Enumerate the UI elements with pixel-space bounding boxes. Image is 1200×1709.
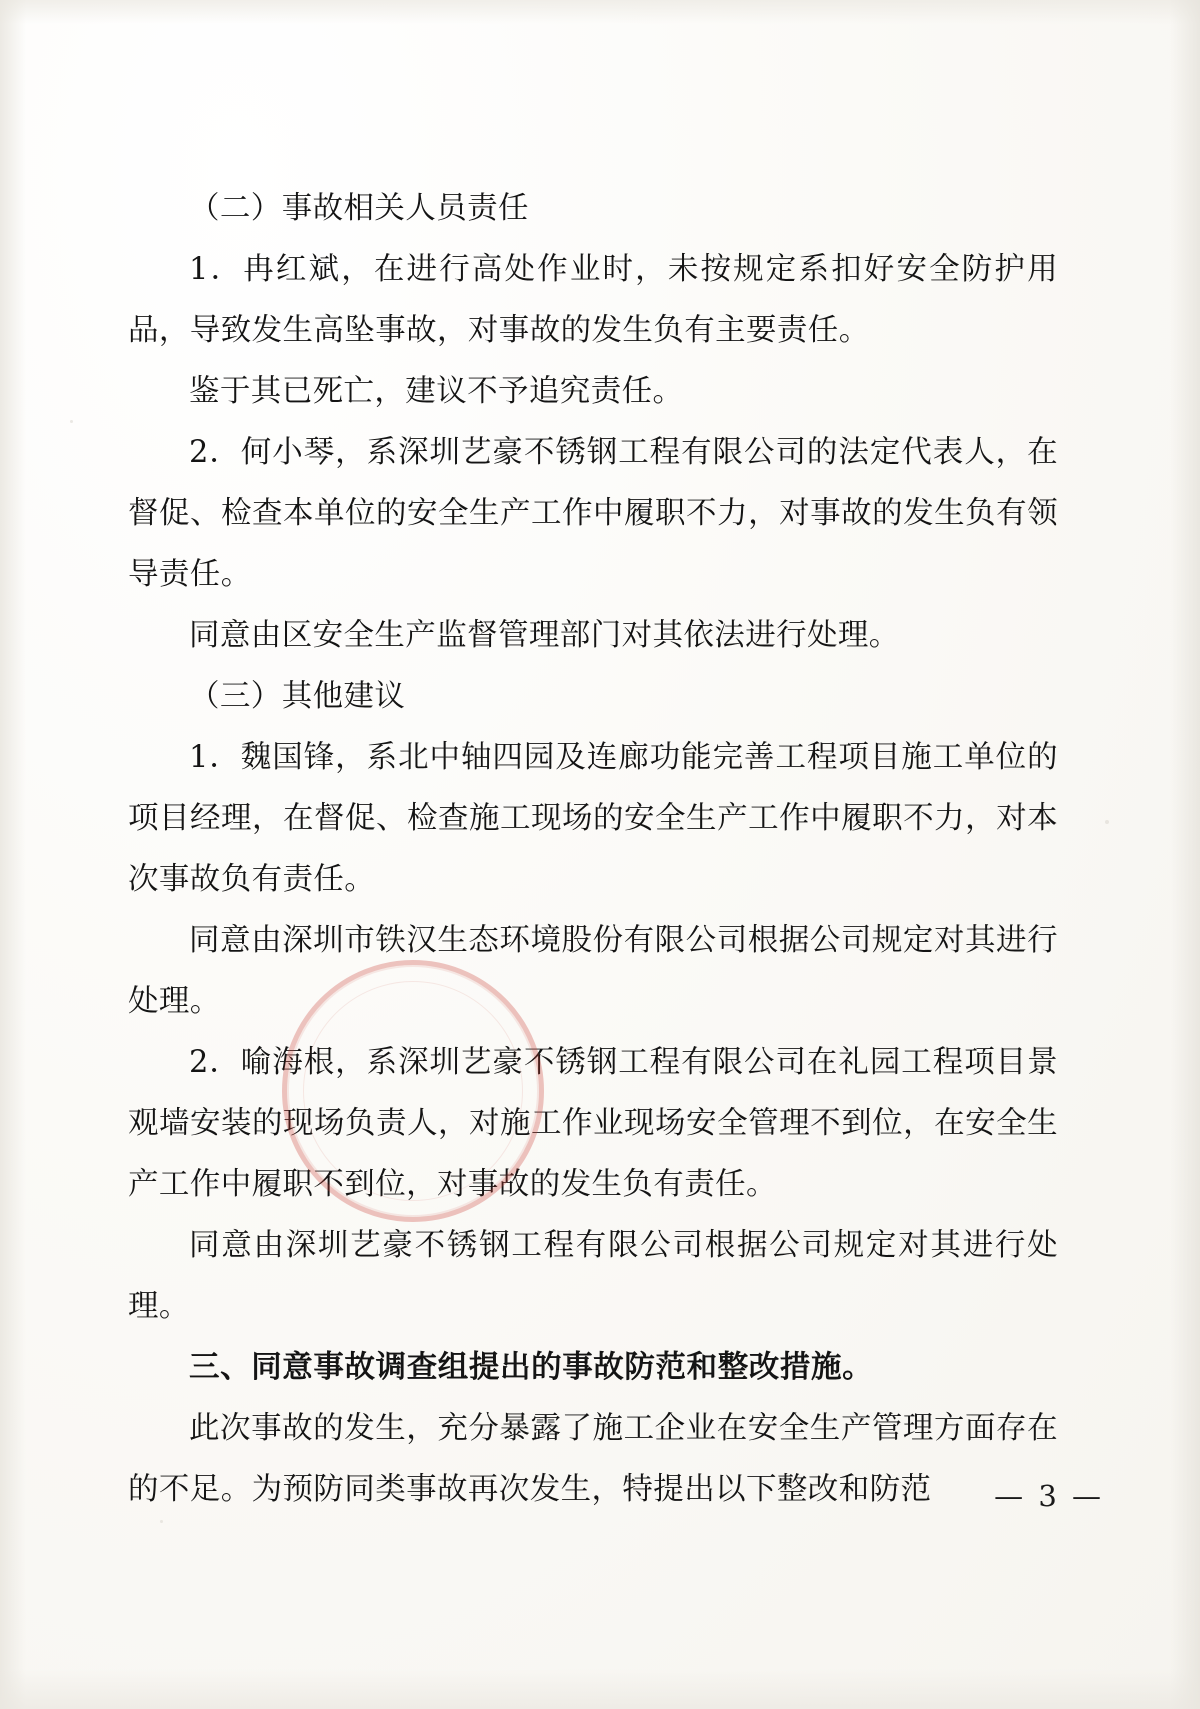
paper-edge-bottom [0, 1669, 1200, 1709]
paragraph-item-2-he-xiaoqin: 2．何小琴，系深圳艺豪不锈钢工程有限公司的法定代表人，在督促、检查本单位的安全生产工作中履职不力，对事故的发生负有领导责任。 [128, 435, 1058, 592]
paper-edge-right [1170, 0, 1200, 1709]
paragraph-heading-2: （二）事故相关人员责任 [189, 191, 529, 226]
paragraph-other-2-conclusion: 同意由深圳艺豪不锈钢工程有限公司根据公司规定对其进行处理。 [128, 1228, 1058, 1324]
paragraph-section-three-body: 此次事故的发生，充分暴露了施工企业在安全生产管理方面存在的不足。为预防同类事故再次发生，特提出以下整改和防范 [128, 1411, 1058, 1507]
page-number: — 3 — [994, 1479, 1104, 1513]
paper-speck [160, 1520, 163, 1523]
paper-speck [70, 420, 73, 423]
paragraph-item-2-conclusion: 同意由区安全生产监督管理部门对其依法进行处理。 [189, 618, 900, 653]
paragraph-item-1-ran-hongbin: 1．冉红斌，在进行高处作业时，未按规定系扣好安全防护用品，导致发生高坠事故，对事故的发生负有主要责任。 [128, 252, 1058, 348]
paragraph-item-1-conclusion: 鉴于其已死亡，建议不予追究责任。 [189, 374, 684, 409]
document-body [128, 178, 1058, 1520]
paragraph-section-three-heading: 三、同意事故调查组提出的事故防范和整改措施。 [189, 1349, 874, 1385]
paper-edge-top [0, 0, 1200, 24]
paragraph-other-1-conclusion: 同意由深圳市铁汉生态环境股份有限公司根据公司规定对其进行处理。 [128, 923, 1058, 1019]
paragraph-other-2-yu-haigen: 2．喻海根，系深圳艺豪不锈钢工程有限公司在礼园工程项目景观墙安装的现场负责人，对施工作业现场安全管理不到位，在安全生产工作中履职不到位，对事故的发生负有责任。 [128, 1045, 1058, 1202]
paper-speck [1105, 820, 1109, 824]
paper-edge-left [0, 0, 26, 1709]
paragraph-heading-3: （三）其他建议 [189, 679, 406, 714]
paragraph-other-1-wei-guofeng: 1．魏国锋，系北中轴四园及连廊功能完善工程项目施工单位的项目经理，在督促、检查施工现场的安全生产工作中履职不力，对本次事故负有责任。 [128, 740, 1058, 897]
